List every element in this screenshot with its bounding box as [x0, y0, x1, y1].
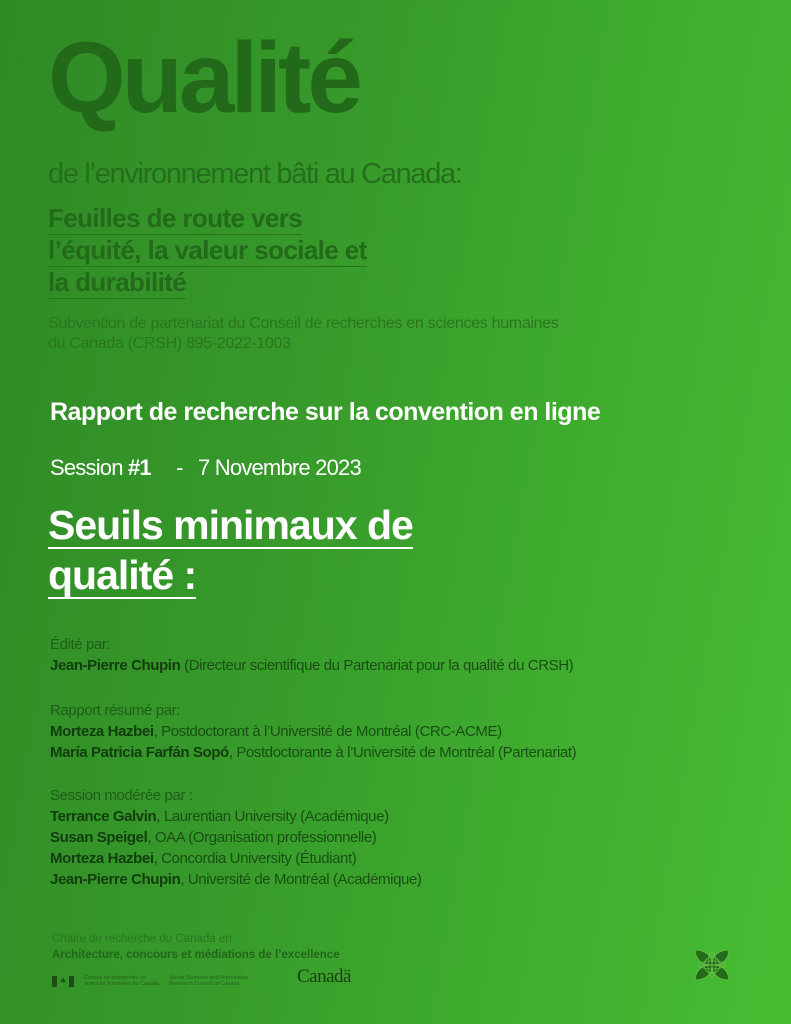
credit-entry [50, 742, 576, 763]
edited-by-section [50, 634, 573, 676]
main-title-line: qualité : [48, 552, 197, 598]
person-role: , Postdoctorant à l’Université de Montréal (CRC-ACME) [153, 723, 502, 740]
council-line: sciences humaines du Canada [84, 981, 160, 987]
moderated-by-section [50, 785, 422, 890]
cover-subtitle: de l’environnement bâti au Canada: [48, 158, 462, 190]
summarized-by-section [50, 700, 576, 763]
person-role: , Université de Montréal (Académique) [180, 871, 422, 888]
roadmap-line: l’équité, la valeur sociale et [48, 235, 367, 265]
grant-line: du Canada (CRSH) 895-2022-1003 [48, 335, 291, 352]
research-chair [52, 931, 340, 963]
roadmap-line: Feuilles de route vers [48, 203, 303, 233]
credit-entry [50, 655, 573, 676]
canada-wordmark: Canadä [297, 966, 351, 987]
session-info [50, 455, 361, 481]
person-name: Morteza Hazbei [50, 850, 154, 867]
council-line: Social Sciences and Humanities [169, 974, 248, 981]
credit-entry [50, 721, 576, 742]
main-title-line: Seuils minimaux de [48, 502, 413, 548]
session-label: Session [50, 455, 123, 480]
moderated-by-label: Session modérée par : [50, 787, 193, 804]
person-name: Terrance Galvin [50, 808, 157, 825]
person-name: Susan Speigel [50, 829, 148, 846]
grant-info [48, 314, 559, 354]
grant-line: Subvention de partenariat du Conseil de recherches en sciences humaines [48, 315, 559, 332]
session-number: #1 [127, 455, 151, 480]
credit-entry [50, 806, 422, 827]
report-title: Rapport de recherche sur la convention en ligne [50, 398, 601, 426]
person-name: Jean-Pierre Chupin [50, 871, 181, 888]
sshrc-english-name [169, 975, 248, 988]
session-separator: - [176, 455, 183, 480]
council-line: Research Council of Canada [169, 981, 240, 987]
chair-line: Architecture, concours et médiations de l’excellence [52, 949, 340, 961]
credit-entry [50, 869, 422, 890]
person-name: Jean-Pierre Chupin [50, 657, 181, 674]
roadmap-line: la durabilité [48, 267, 187, 297]
edited-by-label: Édité par: [50, 636, 111, 653]
credit-entry [50, 827, 422, 848]
person-role: (Directeur scientifique du Partenariat pour la qualité du CRSH) [180, 657, 574, 674]
council-line: Conseil de recherches en [84, 974, 147, 981]
person-role: , Concordia University (Étudiant) [153, 850, 357, 867]
person-name: María Patricia Farfán Sopó [50, 744, 229, 761]
canada-flag-icon: ♣ [52, 976, 74, 987]
person-role: , Postdoctorante à l’Université de Montréal (Partenariat) [228, 744, 577, 761]
partnership-logo-icon [692, 946, 732, 984]
chair-line: Chaire de recherche du Canada en [52, 933, 232, 945]
cover-title: Qualité [48, 22, 359, 134]
sshrc-french-name [84, 975, 159, 988]
person-role: , OAA (Organisation professionnelle) [147, 829, 377, 846]
person-name: Morteza Hazbei [50, 723, 154, 740]
main-title [48, 500, 413, 600]
roadmap-heading [48, 203, 367, 299]
summarized-by-label: Rapport résumé par: [50, 702, 180, 719]
credit-entry [50, 848, 422, 869]
person-role: , Laurentian University (Académique) [156, 808, 389, 825]
session-date: 7 Novembre 2023 [198, 455, 361, 480]
